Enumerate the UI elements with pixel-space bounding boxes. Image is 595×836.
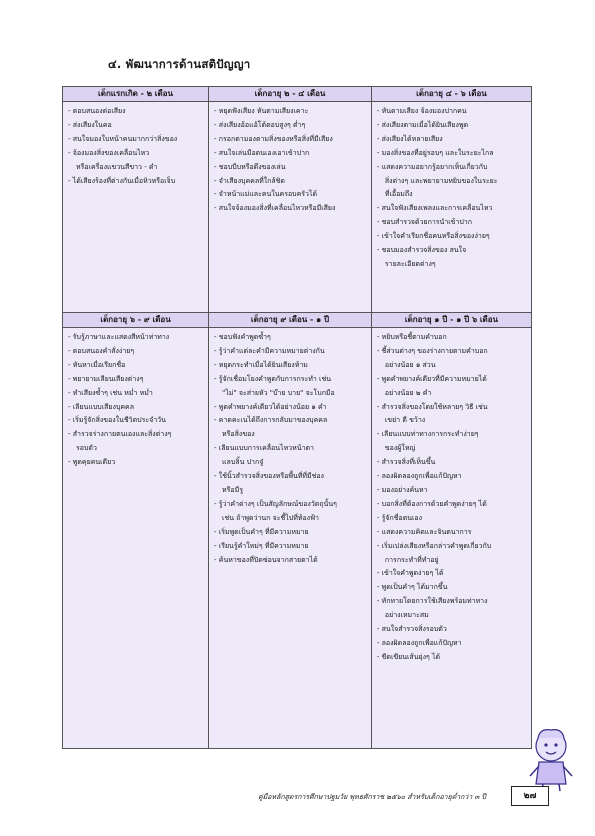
list-item: การกระทำที่ทำอยู่: [384, 555, 439, 564]
list-item: - เริ่มเปล่งเสียงหรือกล่าวคำพูดเกี่ยวกับ: [376, 541, 492, 550]
list-item: - ตอบสนองต่อเสียง: [68, 107, 126, 115]
list-item: - สำรวจสิ่งที่เห็นขึ้น: [376, 458, 436, 467]
list-item: - หยุดกระทำเมื่อได้ยินเสียงห้าม: [214, 360, 308, 369]
header-row-2: [63, 313, 532, 328]
list-item: - รับรู้ภาษาและแสดงสีหน้าท่าทาง: [68, 333, 170, 341]
list-item: - หยุดฟังเสียง หันตามเสียงเคาะ: [214, 107, 309, 115]
item-list: [214, 105, 368, 216]
list-item: - คาดคะเนได้ถึงการกลับมาของบุคคล: [214, 416, 328, 425]
list-item: - ชอบฟังคำพูดซ้ำๆ: [214, 333, 271, 341]
list-item: - หันหาเมื่อเรียกชื่อ: [68, 360, 126, 369]
list-item: - จำหน้าแม่และคนในครอบครัวได้: [214, 190, 318, 199]
footer-text: คู่มือหลักสูตรการศึกษาปฐมวัย พุทธศักราช ๒๕๖๐ สำหรับเด็กอายุต่ำกว่า ๓ ปี: [258, 793, 486, 801]
list-item: - รู้ว่าคำต่างๆ เป็นสัญลักษณ์ของวัตถุนั้นๆ: [214, 499, 337, 508]
list-item: - สนใจเล่นมือตนเองเอาเข้าปาก: [214, 148, 310, 157]
list-item: - เลียนแบบการเคลื่อนไหวหน้าตา: [214, 444, 314, 453]
list-item: ของผู้ใหญ่: [384, 444, 416, 453]
list-item: - ลองผิดลองถูกเพื่อแก้ปัญหา: [376, 638, 462, 647]
list-item: - สนใจสำรวจสิ่งรอบตัว: [376, 625, 447, 634]
list-item: - มองอย่างค้นหา: [376, 485, 428, 494]
list-item: - หยิบหรือชี้ตามคำบอก: [376, 333, 447, 341]
list-item: เขย่า ตี ขว้าง: [384, 416, 426, 425]
list-item: - เลียนแบบท่าทางการกระทำง่ายๆ: [376, 430, 479, 439]
list-item: - จ้องมองสิ่งของเคลื่อนไหว: [68, 148, 150, 157]
list-item: รายละเอียดต่างๆ: [384, 259, 436, 268]
list-item: อย่างเหมาะสม: [384, 611, 429, 620]
child-mascot-icon: [526, 726, 576, 792]
list-item: - ส่งเสียงตามเมื่อได้ยินเสียงพูด: [376, 120, 469, 129]
header-row-1: [63, 87, 532, 102]
list-item: - มองสิ่งของที่อยู่รอบๆ และในระยะไกล: [376, 148, 494, 157]
list-item: - เข้าใจคำพูดง่ายๆ ได้: [376, 569, 444, 578]
list-item: - สำรวจสิ่งของโดยใช้หลายๆ วิธี เช่น: [376, 402, 488, 411]
age-header-2-4m: เด็กอายุ ๒ - ๔ เดือน: [209, 87, 372, 102]
list-item: อย่างน้อย ๒ คำ: [384, 388, 432, 397]
development-table: [62, 86, 532, 749]
list-item: หรือมีรู: [222, 485, 243, 494]
page-number: ๒๗: [511, 786, 549, 806]
list-item: - กรอกตามองตามสิ่งของหรือสิ่งที่มีเสียง: [214, 134, 333, 143]
list-item: - ตอบสนองคำสั่งง่ายๆ: [68, 346, 135, 355]
content-row-2: [63, 328, 532, 749]
list-item: - สำรวจร่างกายตนเองและสิ่งต่างๆ: [68, 430, 172, 439]
cell-6-9m: [63, 328, 209, 749]
list-item: - ได้เสียงร้องที่ต่างกันเมื่อหิวหรือเจ็บ: [68, 176, 176, 185]
list-item: - หันตามเสียง จ้องมองปากคน: [376, 107, 467, 115]
list-item: - สนใจมองใบหน้าคนมากกว่าสิ่งของ: [68, 134, 178, 143]
list-item: - สนใจฟังเสียงเพลงและการเคลื่อนไหว: [376, 204, 493, 213]
list-item: เช่น ถ้าพูดว่านก จะชี้ไปที่ท้องฟ้า: [222, 513, 319, 522]
list-item: - ส่งเสียงอ้อแอ้โต้ตอบสูงๆ ต่ำๆ: [214, 120, 306, 129]
list-item: แลบลิ้น ปากจู๋: [222, 458, 264, 467]
list-item: - ทักทายโดยการใช้เสียงพร้อมท่าทาง: [376, 597, 488, 606]
age-header-4-6m: เด็กอายุ ๔ - ๖ เดือน: [371, 87, 531, 102]
list-item: - ชอบบีบหรือดึงของเล่น: [214, 162, 286, 171]
list-item: - ส่งเสียงได้หลายเสียง: [376, 134, 443, 143]
list-item: - พูดเป็นคำๆ ได้มากขึ้น: [376, 583, 448, 592]
list-item: - รู้ว่าคำแต่ละคำมีความหมายต่างกัน: [214, 346, 325, 355]
list-item: - แสดงความคิดและจินตนาการ: [376, 527, 472, 536]
list-item: รอบตัว: [76, 444, 97, 453]
list-item: - ทำเสียงซ้ำๆ เช่น หม่ำ หม่ำ: [68, 388, 153, 397]
list-item: - เข้าใจคำเรียกชื่อคนหรือสิ่งของง่ายๆ: [376, 232, 490, 241]
list-item: อย่างน้อย ๑ ส่วน: [384, 360, 436, 369]
item-list: [68, 105, 205, 188]
cell-2-4m: [209, 102, 372, 313]
list-item: สิ่งต่างๆ และพยายามหยิบของในระยะ: [384, 176, 498, 185]
age-header-1y-1y6m: เด็กอายุ ๑ ปี - ๑ ปี ๖ เดือน: [371, 313, 531, 328]
list-item: - พยายามเลียนเสียงต่างๆ: [68, 374, 144, 383]
item-list: [377, 105, 528, 272]
list-item: - จำเสียงบุคคลที่ใกล้ชิด: [214, 176, 285, 185]
list-item: หรือเครื่องแขวนสีขาว - ดำ: [76, 162, 158, 171]
list-item: - ขีดเขียนเส้นยุ่งๆ ได้: [376, 652, 441, 661]
list-item: - รู้จักชื่อตนเอง: [376, 513, 423, 522]
section-heading: ๔. พัฒนาการด้านสติปัญญา: [108, 57, 251, 71]
list-item: - ใช้นิ้วสำรวจสิ่งของหรือพื้นที่ที่มีช่อง: [214, 472, 324, 481]
item-list: [214, 331, 368, 567]
list-item: - รู้จักเชื่อมโยงคำพูดกับการกระทำ เช่น: [214, 374, 331, 383]
list-item: - ลองผิดลองถูกเพื่อแก้ปัญหา: [376, 472, 462, 481]
cell-1y-1y6m: [371, 328, 531, 749]
age-header-6-9m: เด็กอายุ ๖ - ๙ เดือน: [63, 313, 209, 328]
cell-0-2m: [63, 102, 209, 313]
list-item: หรือสิ่งของ: [222, 430, 255, 439]
list-item: - เริ่มรู้จักสิ่งของในชีวิตประจำวัน: [68, 416, 166, 425]
cell-9m-1y: [209, 328, 372, 749]
list-item: "ไม่" จะส่ายหัว "บ๊าย บาย" จะโบกมือ: [222, 388, 335, 397]
list-item: - บอกสิ่งที่ต้องการด้วยคำพูดง่ายๆ ได้: [376, 499, 487, 508]
list-item: - ส่งเสียงในคอ: [68, 120, 112, 129]
list-item: - เรียนรู้คำใหม่ๆ ที่มีความหมาย: [214, 541, 309, 550]
list-item: - พูดคุยคนเดียว: [68, 458, 116, 467]
age-header-9m-1y: เด็กอายุ ๙ เดือน - ๑ ปี: [209, 313, 372, 328]
cell-4-6m: [371, 102, 531, 313]
list-item: - ชอบสำรวจด้วยการนำเข้าปาก: [376, 218, 472, 227]
age-header-0-2m: เด็กแรกเกิด - ๒ เดือน: [63, 87, 209, 102]
item-list: [377, 331, 528, 665]
list-item: - ชอบมองสำรวจสิ่งของ สนใจ: [376, 246, 467, 255]
list-item: ที่เอื้อมถึง: [384, 190, 413, 199]
list-item: - พูดคำพยางค์เดียวได้อย่างน้อย ๑ คำ: [214, 402, 327, 411]
list-item: - ค้นหาของที่ปิดซ่อนจากสายตาได้: [214, 555, 318, 564]
list-item: - สนใจจ้องมองสิ่งที่เคลื่อนไหวหรือมีเสียง: [214, 204, 336, 213]
list-item: - แสดงความอยากรู้อยากเห็นเกี่ยวกับ: [376, 162, 488, 171]
list-item: - ชี้ส่วนต่างๆ ของร่างกายตามคำบอก: [376, 346, 488, 355]
content-row-1: [63, 102, 532, 313]
list-item: - เริ่มพูดเป็นคำๆ ที่มีความหมาย: [214, 527, 309, 536]
list-item: - พูดคำพยางค์เดียวที่มีความหมายได้: [376, 374, 487, 383]
list-item: - เลียนแบบเสียงบุคคล: [68, 402, 135, 411]
item-list: [68, 331, 205, 470]
